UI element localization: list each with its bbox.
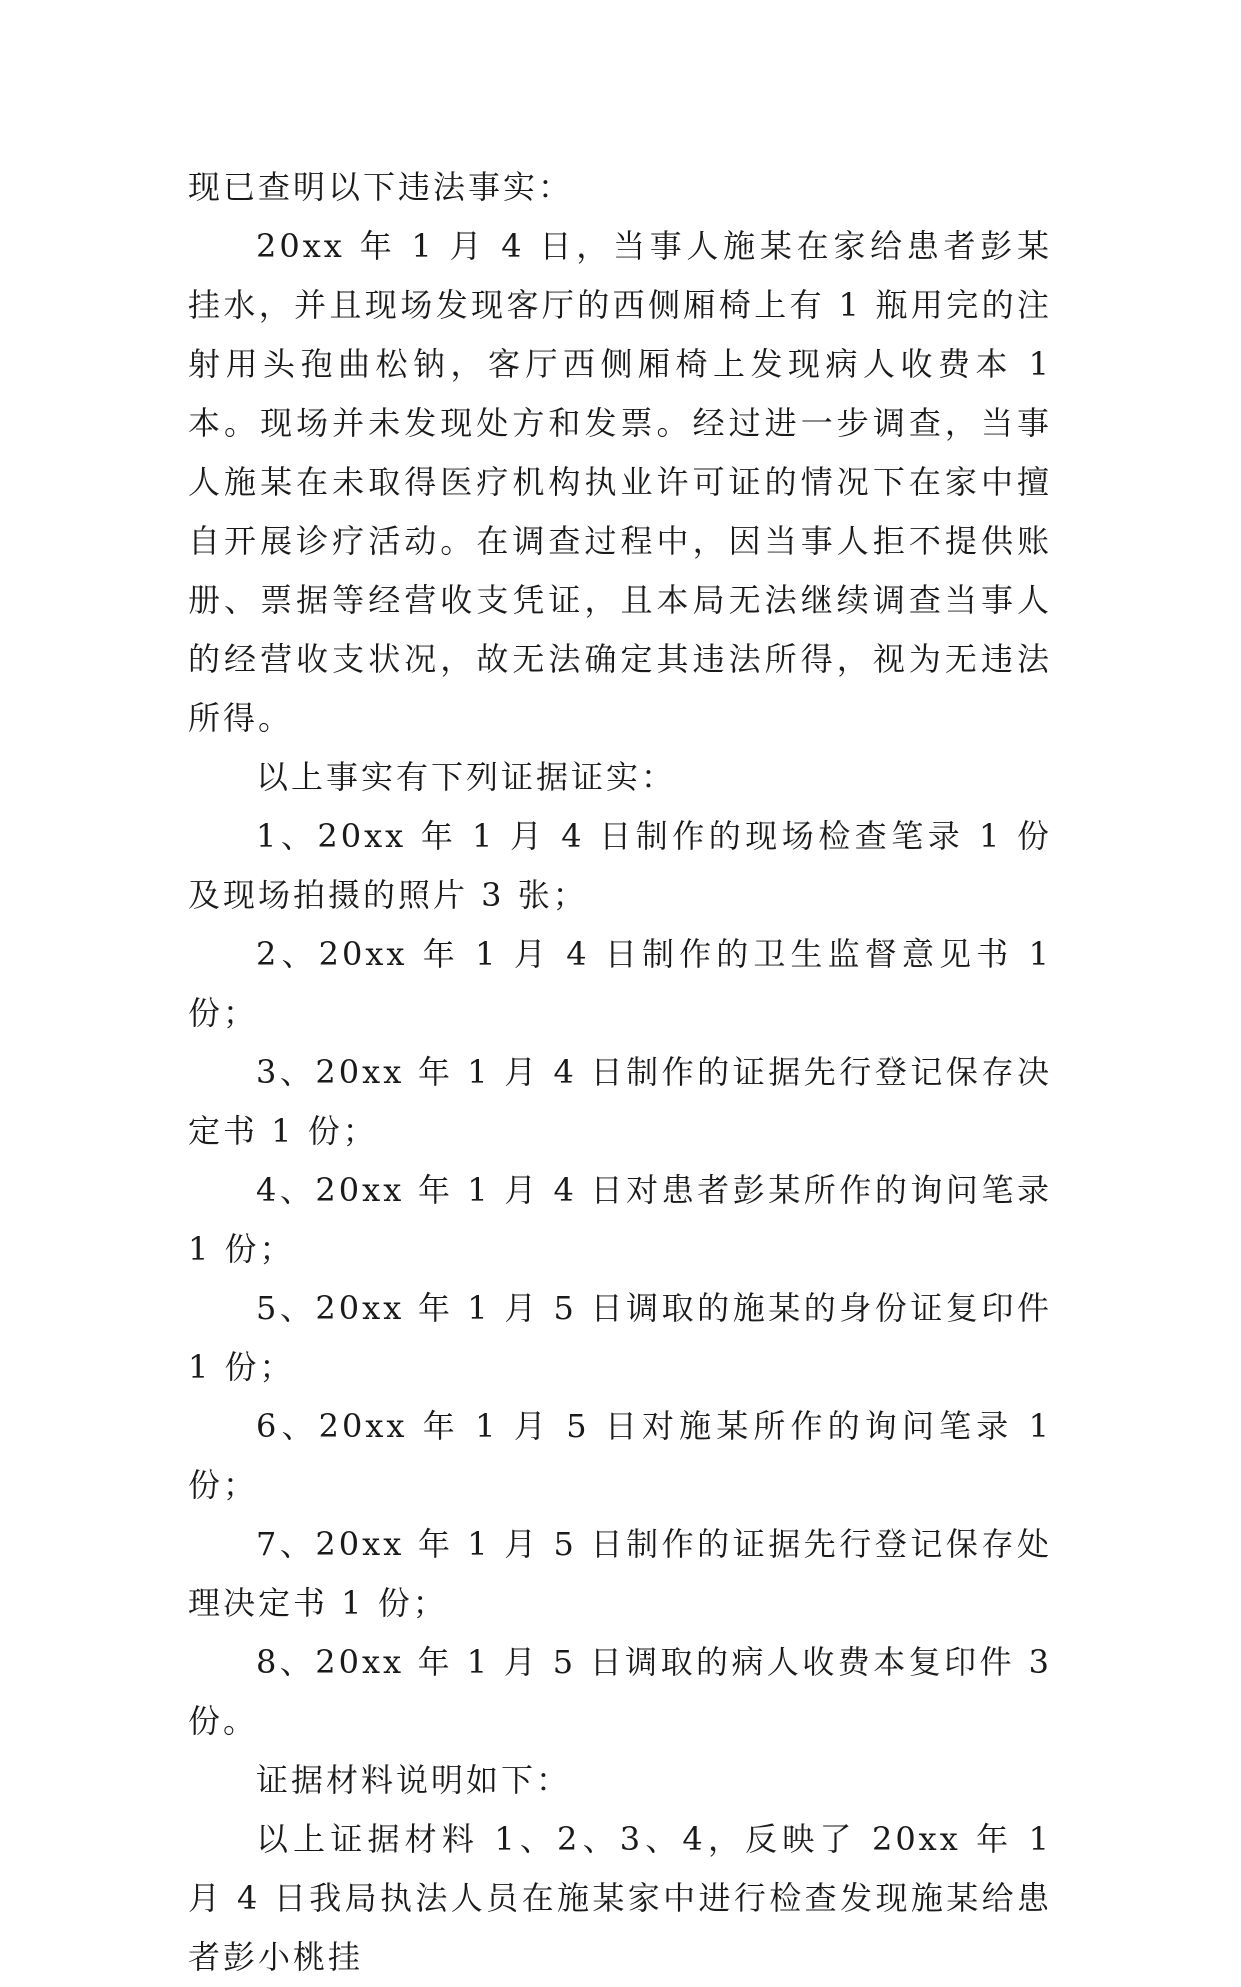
- document-body: [188, 158, 1052, 1987]
- evidence-item-2: 2、20xx 年 1 月 4 日制作的卫生监督意见书 1 份；: [188, 935, 1052, 1032]
- evidence-item-6: 6、20xx 年 1 月 5 日对施某所作的询问笔录 1 份；: [188, 1407, 1052, 1504]
- paragraph-evidence-explanation: 以上证据材料 1、2、3、4，反映了 20xx 年 1 月 4 日我局执法人员在施某家中进行检查发现施某给患者彭小桃挂: [188, 1820, 1052, 1976]
- paragraph-evidence-heading: 以上事实有下列证据证实：: [256, 758, 677, 796]
- evidence-item-3: 3、20xx 年 1 月 4 日制作的证据先行登记保存决定书 1 份；: [188, 1053, 1052, 1150]
- evidence-item-4: 4、20xx 年 1 月 4 日对患者彭某所作的询问笔录 1 份；: [188, 1171, 1052, 1268]
- paragraph-facts-heading: 现已查明以下违法事实：: [188, 168, 574, 206]
- paragraph-evidence-explanation-heading: 证据材料说明如下：: [256, 1761, 572, 1799]
- paragraph-facts-detail: 20xx 年 1 月 4 日，当事人施某在家给患者彭某挂水，并且现场发现客厅的西侧厢椅上有 1 瓶用完的注射用头孢曲松钠，客厅西侧厢椅上发现病人收费本 1 本。现场并未发现处方和发票。经过进一步调查，当事人施某在未取得医疗机构执业许可证的情况下在家中擅自开展诊疗活动。在调查过程中，因当事人拒不提供账册、票据等经营收支凭证，且本局无法继续调查当事人的经营收支状况，故无法确定其违法所得，视为无违法所得。: [188, 227, 1052, 737]
- evidence-item-5: 5、20xx 年 1 月 5 日调取的施某的身份证复印件 1 份；: [188, 1289, 1052, 1386]
- evidence-item-1: 1、20xx 年 1 月 4 日制作的现场检查笔录 1 份及现场拍摄的照片 3 张；: [188, 817, 1052, 914]
- evidence-item-8: 8、20xx 年 1 月 5 日调取的病人收费本复印件 3 份。: [188, 1643, 1052, 1740]
- evidence-item-7: 7、20xx 年 1 月 5 日制作的证据先行登记保存处理决定书 1 份；: [188, 1525, 1052, 1622]
